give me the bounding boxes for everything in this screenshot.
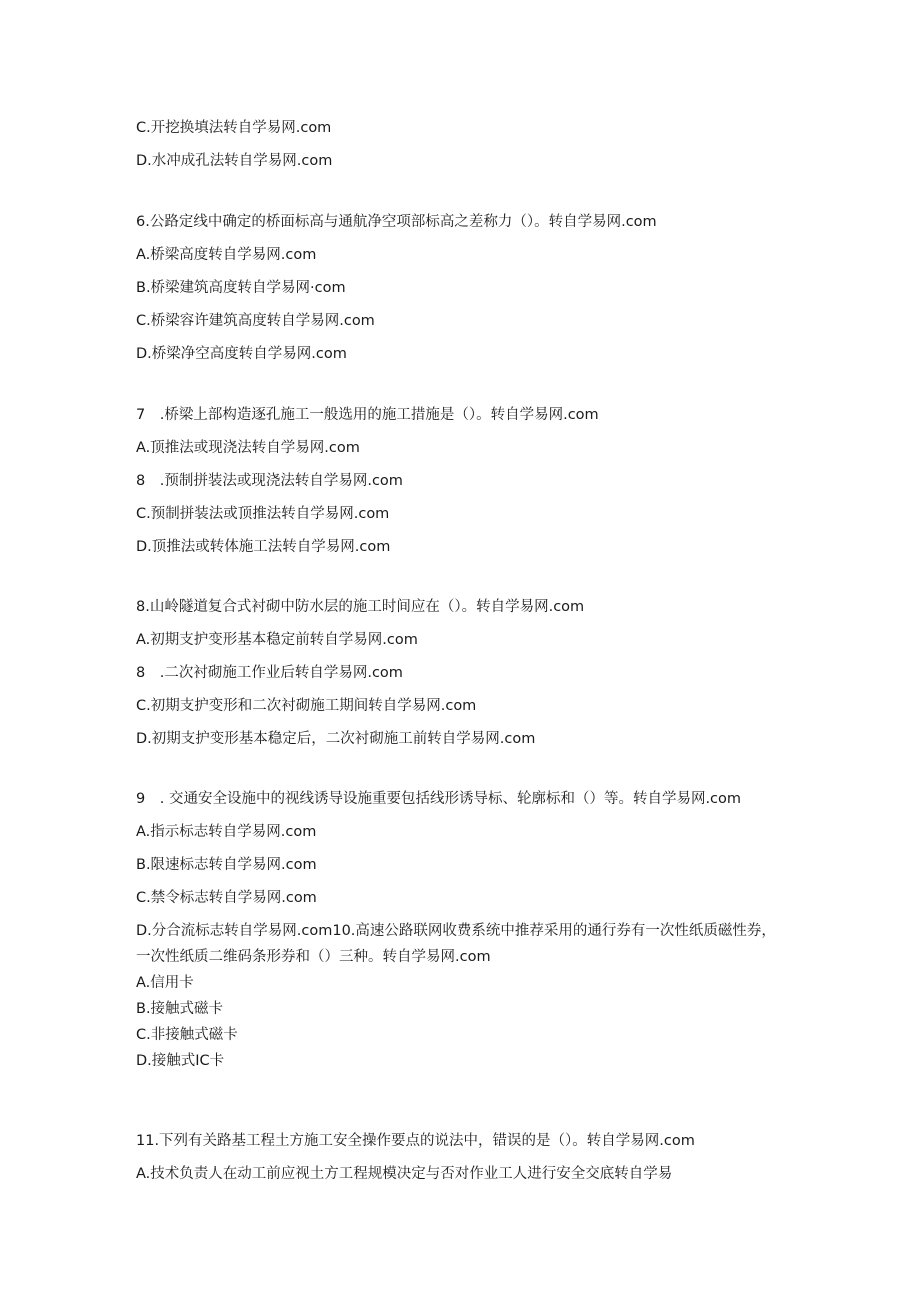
question-9: 9 . 交通安全设施中的视线诱导设施重要包括线形诱导标、轮廓标和（）等。转自学易网.com bbox=[136, 791, 742, 807]
option-a-q6: A.桥梁高度转自学易网.com bbox=[136, 247, 317, 263]
option-a-q11: A.技术负责人在动工前应视土方工程规模决定与否对作业工人进行安全交底转自学易 bbox=[136, 1166, 673, 1182]
option-d-q7: D.顶推法或转体施工法转自学易网.com bbox=[136, 539, 391, 555]
option-c-q8: C.初期支护变形和二次衬砌施工期间转自学易网.com bbox=[136, 698, 477, 714]
option-a-q8: A.初期支护变形基本稳定前转自学易网.com bbox=[136, 632, 418, 648]
option-d-q5: D.水冲成孔法转自学易网.com bbox=[136, 153, 333, 169]
option-a-q9: A.指示标志转自学易网.com bbox=[136, 824, 317, 840]
option-c-q7: C.预制拼装法或顶推法转自学易网.com bbox=[136, 506, 390, 522]
option-c-q6: C.桥梁容许建筑高度转自学易网.com bbox=[136, 313, 375, 329]
option-a-q7: A.顶推法或现浇法转自学易网.com bbox=[136, 440, 360, 456]
option-b-q10: B.接触式磁卡 bbox=[136, 1001, 224, 1017]
question-6: 6.公路定线中确定的桥面标高与通航净空项部标高之差称力（）。转自学易网.com bbox=[136, 214, 657, 230]
option-d-q9-and-question-10: D.分合流标志转自学易网.com10.高速公路联网收费系统中推荐采用的通行券有一次性纸质磁性券，一次性纸质二维码条形券和（）三种。转自学易网.com bbox=[136, 923, 776, 965]
option-c-q10: C.非接触式磁卡 bbox=[136, 1027, 238, 1043]
option-d-q6: D.桥梁净空高度转自学易网.com bbox=[136, 346, 347, 362]
question-7: 7 .桥梁上部构造逐孔施工一般选用的施工措施是（）。转自学易网.com bbox=[136, 407, 599, 423]
option-c-q9: C.禁令标志转自学易网.com bbox=[136, 890, 317, 906]
option-b-q7: 8 .预制拼装法或现浇法转自学易网.com bbox=[136, 473, 403, 489]
option-d-q10: D.接触式IC卡 bbox=[136, 1053, 225, 1069]
option-c-q5: C.开挖换填法转自学易网.com bbox=[136, 120, 332, 136]
option-a-q10: A.信用卡 bbox=[136, 975, 194, 991]
option-d-q8: D.初期支护变形基本稳定后，二次衬砌施工前转自学易网.com bbox=[136, 731, 536, 747]
option-b-q9: B.限速标志转自学易网.com bbox=[136, 857, 317, 873]
question-11: 11.下列有关路基工程土方施工安全操作要点的说法中，错误的是（）。转自学易网.com bbox=[136, 1133, 695, 1149]
question-8: 8.山岭隧道复合式衬砌中防水层的施工时间应在（）。转自学易网.com bbox=[136, 599, 585, 615]
option-b-q6: B.桥梁建筑高度转自学易网·com bbox=[136, 280, 346, 296]
option-b-q8: 8 .二次衬砌施工作业后转自学易网.com bbox=[136, 665, 403, 681]
